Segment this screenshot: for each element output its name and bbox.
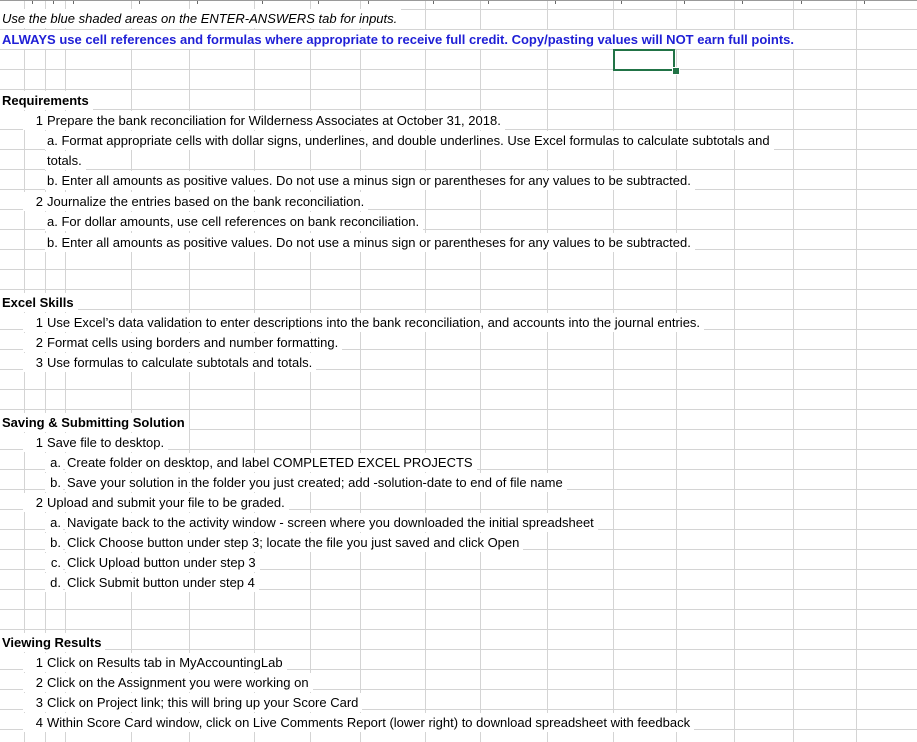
substep-letter[interactable]: d. — [45, 573, 63, 592]
column-header-edge — [0, 0, 917, 1]
substep-text[interactable]: Navigate back to the activity window - screen where you downloaded the initial spreadsheet — [65, 513, 598, 532]
skill-text[interactable]: Use formulas to calculate subtotals and totals. — [45, 353, 316, 372]
step-number[interactable]: 2 — [23, 493, 45, 512]
substep-letter[interactable]: a. — [45, 513, 63, 532]
substep-letter[interactable]: c. — [45, 553, 63, 572]
step-number[interactable]: 1 — [23, 653, 45, 672]
step-number[interactable]: 4 — [23, 713, 45, 732]
step-text[interactable]: Click on Project link; this will bring up your Score Card — [45, 693, 362, 712]
row-gridline — [0, 609, 917, 610]
substep-text[interactable]: Click Choose button under step 3; locate the file you just saved and click Open — [65, 533, 523, 552]
saving-heading[interactable]: Saving & Submitting Solution — [0, 413, 189, 432]
column-gridline — [547, 0, 548, 742]
column-gridline — [734, 0, 735, 742]
step-number[interactable]: 1 — [23, 433, 45, 452]
substep-text[interactable]: Save your solution in the folder you just created; add -solution-date to end of file name — [65, 473, 567, 492]
instruction-text[interactable]: Use the blue shaded areas on the ENTER-ANSWERS tab for inputs. — [0, 9, 401, 28]
row-gridline — [0, 629, 917, 630]
row-gridline — [0, 269, 917, 270]
requirement-subtext[interactable]: b. Enter all amounts as positive values. Do not use a minus sign or parentheses for any values to be subtracted. — [45, 171, 695, 190]
selected-cell[interactable] — [613, 49, 675, 71]
skill-number[interactable]: 1 — [23, 313, 45, 332]
requirement-subtext[interactable]: b. Enter all amounts as positive values. Do not use a minus sign or parentheses for any values to be subtracted. — [45, 233, 695, 252]
step-text[interactable]: Within Score Card window, click on Live Comments Report (lower right) to download spreadsheet with feedback — [45, 713, 694, 732]
row-gridline — [0, 309, 917, 310]
requirement-subtext[interactable]: a. Format appropriate cells with dollar signs, underlines, and double underlines. Use Excel formulas to calculate subtotals and — [45, 131, 774, 150]
step-number[interactable]: 3 — [23, 693, 45, 712]
row-gridline — [0, 409, 917, 410]
substep-text[interactable]: Create folder on desktop, and label COMPLETED EXCEL PROJECTS — [65, 453, 477, 472]
requirement-subtext[interactable]: a. For dollar amounts, use cell references on bank reconciliation. — [45, 212, 423, 231]
requirement-subtext[interactable]: totals. — [45, 151, 86, 170]
skill-number[interactable]: 2 — [23, 333, 45, 352]
substep-letter[interactable]: a. — [45, 453, 63, 472]
column-gridline — [613, 0, 614, 742]
column-gridline — [793, 0, 794, 742]
substep-text[interactable]: Click Submit button under step 4 — [65, 573, 259, 592]
row-gridline — [0, 289, 917, 290]
viewing-results-heading[interactable]: Viewing Results — [0, 633, 105, 652]
requirement-text[interactable]: Journalize the entries based on the bank reconciliation. — [45, 192, 368, 211]
requirement-text[interactable]: Prepare the bank reconciliation for Wilderness Associates at October 31, 2018. — [45, 111, 505, 130]
skill-text[interactable]: Format cells using borders and number formatting. — [45, 333, 342, 352]
requirement-number[interactable]: 1 — [23, 111, 45, 130]
row-gridline — [0, 49, 917, 50]
step-text[interactable]: Upload and submit your file to be graded. — [45, 493, 289, 512]
column-gridline — [856, 0, 857, 742]
step-number[interactable]: 2 — [23, 673, 45, 692]
row-gridline — [0, 389, 917, 390]
row-gridline — [0, 89, 917, 90]
skill-text[interactable]: Use Excel’s data validation to enter descriptions into the bank reconciliation, and accounts into the journal entries. — [45, 313, 704, 332]
substep-letter[interactable]: b. — [45, 533, 63, 552]
substep-letter[interactable]: b. — [45, 473, 63, 492]
row-gridline — [0, 109, 917, 110]
step-text[interactable]: Click on Results tab in MyAccountingLab — [45, 653, 287, 672]
row-gridline — [0, 169, 917, 170]
step-text[interactable]: Save file to desktop. — [45, 433, 168, 452]
warning-text[interactable]: ALWAYS use cell references and formulas where appropriate to receive full credit. Copy/pasting values will NOT earn full points. — [0, 30, 798, 49]
requirement-number[interactable]: 2 — [23, 192, 45, 211]
row-gridline — [0, 69, 917, 70]
fill-handle[interactable] — [672, 67, 680, 75]
step-text[interactable]: Click on the Assignment you were working on — [45, 673, 313, 692]
row-gridline — [0, 649, 917, 650]
skill-number[interactable]: 3 — [23, 353, 45, 372]
excel-skills-heading[interactable]: Excel Skills — [0, 293, 78, 312]
column-gridline — [676, 0, 677, 742]
requirements-heading[interactable]: Requirements — [0, 91, 93, 110]
substep-text[interactable]: Click Upload button under step 3 — [65, 553, 260, 572]
